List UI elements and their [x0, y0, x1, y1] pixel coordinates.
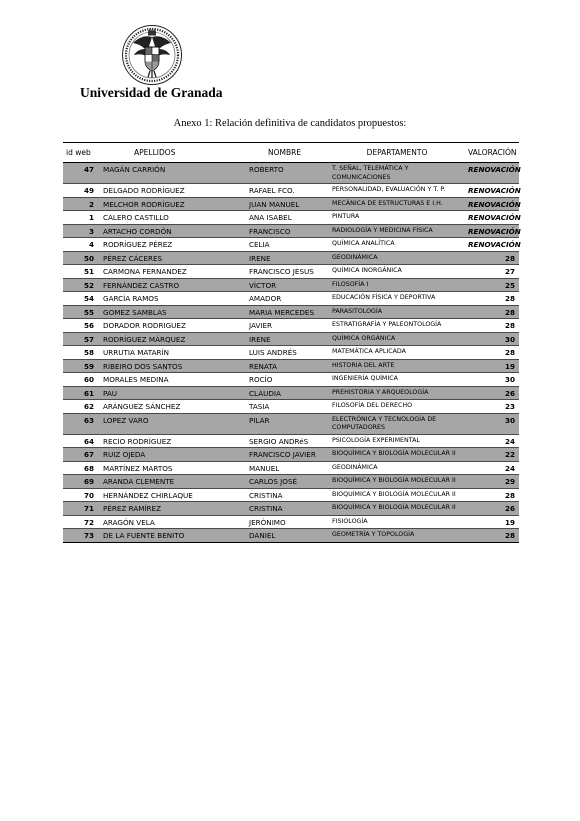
university-name: Universidad de Granada	[80, 85, 223, 100]
cell-nombre: FRANCISCO JAVIER	[249, 450, 316, 459]
cell-valoracion: 24	[504, 436, 515, 446]
cell-valoracion: 26	[504, 504, 515, 513]
table-row	[63, 434, 519, 448]
table-row	[63, 224, 519, 238]
table-row	[63, 461, 519, 475]
table-row	[63, 386, 519, 400]
table-row	[63, 197, 519, 211]
cell-apellidos: PAU	[103, 388, 118, 398]
cell-departamento: FILOSOFÍA I	[332, 280, 369, 288]
cell-apellidos: GOMEZ SAMBLAS	[103, 307, 167, 317]
cell-departamento: HISTORIA DEL ARTE	[332, 361, 395, 369]
cell-departamento: T. SEÑAL, TELEMÁTICA Y COMUNICACIONES	[332, 165, 409, 181]
cell-id: 1	[88, 213, 94, 222]
cell-valoracion: RENOVACIÓN	[468, 226, 521, 236]
cell-nombre: SERGIO ANDRéS	[249, 436, 309, 446]
cell-apellidos: RIBEIRO DOS SANTOS	[103, 361, 183, 371]
cell-valoracion: 19	[504, 517, 515, 527]
cell-valoracion: 29	[504, 477, 515, 486]
cell-departamento: FILOSOFÍA DEL DERECHO	[332, 402, 413, 409]
cell-valoracion: 22	[504, 450, 515, 459]
table-row	[63, 319, 519, 333]
cell-apellidos: DORADOR RODRIGUEZ	[103, 321, 186, 330]
cell-apellidos: DELGADO RODRÍGUEZ	[103, 186, 185, 195]
cell-nombre: CARLOS JOSÉ	[249, 477, 298, 486]
cell-apellidos: MARTÍNEZ MARTOS	[103, 463, 173, 473]
cell-nombre: CRISTINA	[249, 504, 283, 513]
cell-departamento: BIOQUÍMICA Y BIOLOGÍA MOLECULAR II	[332, 490, 456, 498]
cell-apellidos: ARTACHO CORDÓN	[103, 226, 172, 236]
table-row	[63, 211, 519, 225]
cell-valoracion: 24	[504, 463, 515, 473]
cell-id: 52	[83, 280, 94, 290]
cell-id: 2	[88, 199, 94, 209]
table-row	[63, 238, 519, 252]
table-row	[63, 278, 519, 292]
cell-id: 4	[88, 240, 94, 249]
cell-id: 68	[83, 463, 94, 473]
cell-nombre: ROCÍO	[249, 375, 273, 384]
cell-id: 64	[83, 436, 94, 446]
table-row	[63, 448, 519, 462]
cell-departamento: BIOQUÍMICA Y BIOLOGÍA MOLECULAR II	[332, 477, 456, 484]
cell-apellidos: ARÁNGUEZ SÁNCHEZ	[103, 402, 181, 411]
cell-apellidos: CALERO CASTILLO	[103, 213, 169, 222]
cell-departamento: MATEMÁTICA APLICADA	[332, 348, 406, 355]
table-row	[63, 400, 519, 414]
cell-nombre: MARIA MERCEDES	[249, 307, 315, 317]
cell-apellidos: MORALES MEDINA	[103, 375, 169, 384]
cell-id: 62	[83, 402, 94, 411]
cell-nombre: FRANCISCO JESUS	[249, 267, 314, 276]
cell-nombre: CELIA	[249, 240, 270, 249]
cell-departamento: RADIOLOGÍA Y MEDICINA FÍSICA	[332, 226, 433, 234]
cell-valoracion: 23	[504, 402, 515, 411]
document-title: Anexo 1: Relación definitiva de candidatos propuestos:	[173, 118, 407, 129]
cell-nombre: ANA ISABEL	[249, 213, 292, 222]
table-row	[63, 413, 519, 434]
cell-id: 51	[83, 267, 94, 276]
cell-id: 58	[83, 348, 94, 357]
table-row	[63, 184, 519, 198]
cell-valoracion: 26	[504, 388, 515, 398]
cell-valoracion: 19	[504, 361, 515, 371]
cell-nombre: FRANCISCO	[249, 226, 291, 236]
cell-departamento: ELECTRÓNICA Y TECNOLOGÍA DE COMPUTADORES	[332, 415, 437, 431]
col-header-apellidos: APELLIDOS	[134, 148, 176, 157]
cell-apellidos: DE LA FUENTE BENITO	[103, 531, 185, 540]
table-header-row	[63, 143, 519, 163]
col-header-valoracion: VALORACIÓN	[468, 148, 517, 157]
cell-id: 54	[83, 294, 94, 303]
cell-departamento: QUÍMICA INORGÁNICA	[332, 267, 402, 274]
cell-apellidos: RODRÍGUEZ MÁRQUEZ	[103, 334, 186, 344]
cell-apellidos: GARCÍA RAMOS	[103, 294, 159, 303]
table-row	[63, 488, 519, 502]
col-header-nombre: NOMBRE	[268, 148, 302, 157]
cell-nombre: RAFAEL FCO.	[249, 186, 295, 195]
cell-id: 57	[83, 334, 94, 344]
cell-id: 73	[83, 531, 94, 540]
cell-id: 70	[83, 490, 94, 500]
cell-id: 56	[83, 321, 94, 330]
table-row	[63, 163, 519, 184]
table-row	[63, 515, 519, 529]
cell-nombre: PILAR	[249, 415, 270, 425]
table-row	[63, 265, 519, 279]
cell-apellidos: RECIO RODRÍGUEZ	[103, 436, 172, 446]
cell-nombre: TASIA	[249, 402, 270, 411]
table-row	[63, 292, 519, 306]
cell-nombre: VÍCTOR	[249, 280, 277, 290]
cell-id: 63	[83, 415, 94, 425]
cell-apellidos: LOPEZ VARO	[103, 415, 149, 425]
cell-nombre: CRISTINA	[249, 490, 283, 500]
cell-valoracion: 27	[504, 267, 515, 276]
cell-departamento: GEOMETRÍA Y TOPOLOGÍA	[332, 531, 415, 538]
cell-nombre: IRENE	[249, 253, 271, 263]
cell-id: 50	[83, 253, 94, 263]
cell-departamento: PARASITOLOGÍA	[332, 307, 383, 315]
table-row	[63, 346, 519, 360]
cell-valoracion: 30	[504, 415, 515, 425]
cell-valoracion: 28	[504, 490, 515, 500]
cell-nombre: ROBERTO	[249, 165, 284, 174]
table-row	[63, 373, 519, 387]
cell-apellidos: MELCHOR RODRÍGUEZ	[103, 199, 185, 209]
cell-nombre: CLAUDIA	[249, 388, 281, 398]
cell-departamento: PSICOLOGÍA EXPERIMENTAL	[332, 436, 420, 444]
cell-departamento: FISIOLOGÍA	[332, 517, 368, 525]
cell-valoracion: RENOVACIÓN	[468, 199, 521, 209]
cell-valoracion: 28	[504, 253, 515, 263]
cell-id: 47	[83, 165, 94, 174]
table-row	[63, 332, 519, 346]
cell-nombre: AMADOR	[249, 294, 282, 303]
table-row	[63, 251, 519, 265]
cell-valoracion: RENOVACIÓN	[468, 240, 521, 249]
cell-valoracion: RENOVACIÓN	[468, 213, 521, 222]
cell-id: 60	[83, 375, 94, 384]
cell-departamento: MECÁNICA DE ESTRUCTURAS E I.H.	[332, 199, 443, 207]
cell-apellidos: CARMONA FERNANDEZ	[103, 267, 187, 276]
cell-nombre: IRENE	[249, 334, 271, 344]
cell-id: 67	[83, 450, 94, 459]
cell-apellidos: FERNÁNDEZ CASTRO	[103, 280, 180, 290]
table-row	[63, 359, 519, 373]
cell-departamento: GEODINÁMICA	[332, 463, 378, 471]
cell-apellidos: PÉREZ RAMÍREZ	[103, 504, 162, 513]
cell-valoracion: 28	[504, 321, 515, 330]
cell-nombre: JERÓNIMO	[249, 517, 286, 527]
cell-departamento: INGENIERÍA QUÍMICA	[332, 375, 398, 382]
cell-departamento: PREHISTORIA Y ARQUEOLOGÍA	[332, 388, 429, 396]
cell-id: 49	[83, 186, 94, 195]
table-row	[63, 475, 519, 489]
cell-nombre: MANUEL	[249, 463, 280, 473]
cell-id: 71	[83, 504, 94, 513]
table-row	[63, 502, 519, 516]
cell-apellidos: RODRÍGUEZ PÉREZ	[103, 240, 173, 249]
cell-nombre: LUIS ANDRÉS	[249, 348, 297, 357]
cell-nombre: RENATA	[249, 361, 278, 371]
cell-apellidos: ARANDA CLEMENTE	[103, 477, 175, 486]
cell-id: 3	[88, 226, 94, 236]
cell-departamento: BIOQUÍMICA Y BIOLOGÍA MOLECULAR II	[332, 504, 456, 511]
university-seal-logo	[121, 24, 183, 86]
cell-valoracion: 28	[504, 531, 515, 540]
cell-apellidos: URRUTIA MATARÍN	[103, 348, 170, 357]
cell-id: 69	[83, 477, 94, 486]
cell-apellidos: HERNÁNDEZ CHIRLAQUE	[103, 490, 193, 500]
cell-valoracion: 30	[504, 375, 515, 384]
cell-departamento: QUÍMICA ANALÍTICA	[332, 240, 395, 247]
cell-apellidos: PÉREZ CÁCERES	[103, 253, 163, 263]
cell-apellidos: RUIZ OJEDA	[103, 450, 146, 459]
cell-valoracion: 28	[504, 307, 515, 317]
table-row	[63, 305, 519, 319]
cell-departamento: GEODINÁMICA	[332, 253, 378, 261]
cell-apellidos: ARAGÓN VELA	[103, 517, 155, 527]
cell-departamento: PERSONALIDAD, EVALUACIÓN Y T. P.	[332, 186, 446, 193]
cell-id: 59	[83, 361, 94, 371]
cell-id: 72	[83, 517, 94, 527]
candidates-table	[63, 142, 519, 543]
cell-departamento: EDUCACIÓN FÍSICA Y DEPORTIVA	[332, 294, 436, 301]
cell-nombre: JUAN MANUEL	[249, 199, 300, 209]
cell-departamento: ESTRATIGRAFÍA Y PALEONTOLOGÍA	[332, 321, 442, 328]
cell-departamento: BIOQUÍMICA Y BIOLOGÍA MOLECULAR II	[332, 450, 456, 457]
cell-valoracion: RENOVACIÓN	[468, 165, 521, 174]
cell-nombre: JAVIER	[249, 321, 273, 330]
col-header-id: id web	[66, 148, 91, 157]
cell-valoracion: RENOVACIÓN	[468, 186, 521, 195]
cell-id: 55	[83, 307, 94, 317]
cell-nombre: DANIEL	[249, 531, 276, 540]
cell-departamento: PINTURA	[332, 213, 360, 220]
cell-departamento: QUÍMICA ORGÁNICA	[332, 334, 396, 342]
cell-valoracion: 25	[504, 280, 515, 290]
cell-valoracion: 28	[504, 294, 515, 303]
table-row	[63, 529, 519, 543]
cell-apellidos: MAGÁN CARRIÓN	[103, 165, 166, 174]
cell-valoracion: 28	[504, 348, 515, 357]
cell-valoracion: 30	[504, 334, 515, 344]
cell-id: 61	[83, 388, 94, 398]
col-header-departamento: DEPARTAMENTO	[366, 148, 428, 157]
